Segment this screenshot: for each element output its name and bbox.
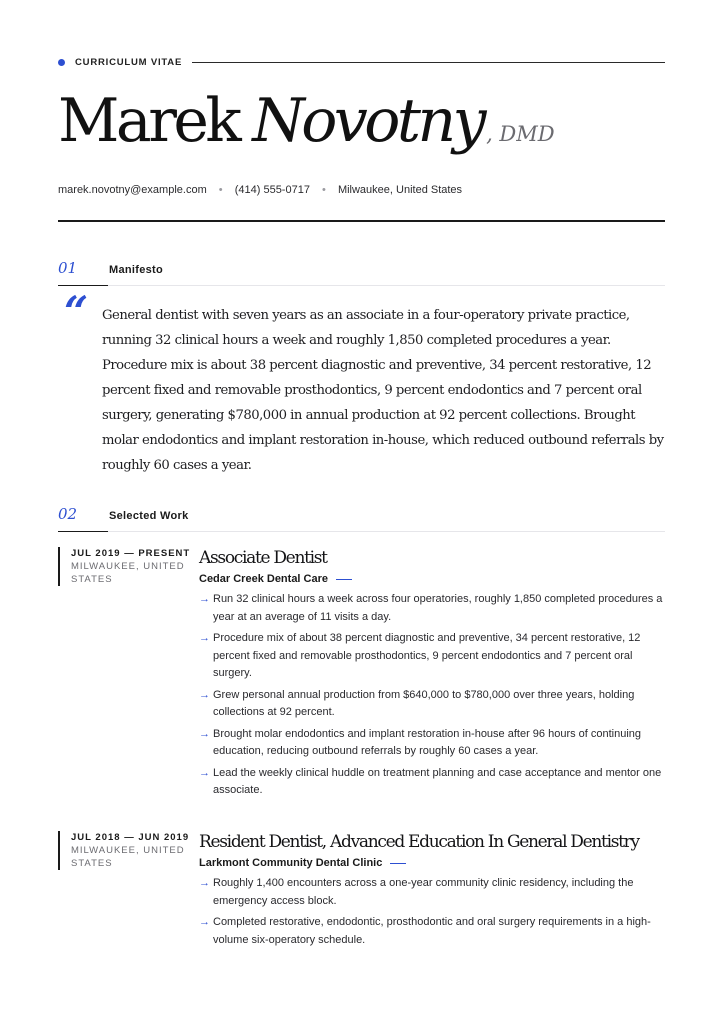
job-bullets bbox=[199, 875, 669, 949]
section-underline bbox=[58, 285, 665, 286]
arrow-right-icon: → bbox=[199, 727, 210, 740]
cv-header-row bbox=[58, 55, 665, 69]
separator-dot: • bbox=[322, 184, 326, 196]
organization-name: Cedar Creek Dental Care bbox=[199, 573, 329, 585]
bullet-item bbox=[199, 630, 669, 683]
job-meta bbox=[58, 547, 196, 586]
email-link[interactable]: marek.novotny@example.com bbox=[58, 184, 207, 196]
bullet-item bbox=[199, 914, 669, 949]
candidate-name bbox=[58, 86, 555, 156]
bullet-text: Run 32 clinical hours a week across four operatories, roughly 1,850 completed procedures a year at an average of 11 visits a day. bbox=[213, 593, 663, 623]
job-meta bbox=[58, 831, 196, 870]
phone-link[interactable]: (414) 555-0717 bbox=[234, 184, 310, 196]
job-location: MILWAUKEE, UNITED STATES bbox=[71, 561, 185, 585]
bullet-text: Grew personal annual production from $640,000 to $780,000 over three years, holding collections at 92 percent. bbox=[213, 688, 635, 718]
manifesto-text: General dentist with seven years as an associate in a four-operatory private practice, running 32 clinical hours a week and roughly 1,850 completed procedures a year. Procedure mix is about 38 percent diagnostic and preventive, 34 percent restorative, 12 percent fixed and removable prosthodontics, 9 percent endodontics and 7 percent oral surgery, generating $780,000 in annual production at 92 percent collections. Brought molar endodontics and implant restoration in-house, which reduced outbound referrals by roughly 60 cases a year. bbox=[102, 308, 664, 473]
header-divider bbox=[58, 220, 665, 222]
arrow-right-icon: → bbox=[199, 916, 210, 928]
arrow-right-icon: → bbox=[199, 632, 210, 644]
organization-name: Larkmont Community Dental Clinic bbox=[199, 857, 383, 869]
header-rule bbox=[192, 62, 665, 63]
bullet-text: Procedure mix of about 38 percent diagnostic and preventive, 34 percent restorative, 12 percent fixed and removable prosthodontics, 9 percent endodontics and 7 percent oral surgery. bbox=[213, 632, 641, 679]
bullet-item bbox=[199, 875, 669, 910]
job-body bbox=[199, 547, 669, 804]
job-organization bbox=[199, 857, 669, 869]
arrow-right-icon: → bbox=[199, 877, 210, 889]
quote-icon: “ bbox=[64, 287, 89, 336]
location-text: Milwaukee, United States bbox=[337, 184, 463, 196]
job-dates: JUL 2019 — PRESENT bbox=[71, 548, 191, 559]
bullet-item bbox=[199, 687, 669, 722]
organization-dash bbox=[336, 579, 352, 580]
bullet-text: Completed restorative, endodontic, prosthodontic and oral surgery requirements in a high-volume six-operatory schedule. bbox=[213, 916, 651, 946]
section-number-manifesto: 01 bbox=[58, 259, 78, 277]
section-underline-accent bbox=[58, 285, 108, 286]
job-body bbox=[199, 831, 669, 953]
bullet-item bbox=[199, 591, 669, 626]
job-organization bbox=[199, 573, 669, 585]
bullet-text: Roughly 1,400 encounters across a one-year community clinic residency, including the emergency access block. bbox=[213, 877, 634, 907]
arrow-right-icon: → bbox=[199, 766, 210, 779]
bullet-text: Brought molar endodontics and implant restoration in-house after 96 hours of continuing education, reducing outbound referrals by roughly 60 cases a year. bbox=[213, 727, 642, 757]
credential: , DMD bbox=[486, 122, 555, 146]
contact-line bbox=[58, 184, 462, 196]
separator-dot: • bbox=[218, 184, 223, 196]
job-dates: JUL 2018 — JUN 2019 bbox=[71, 832, 190, 843]
section-title-work: Selected Work bbox=[109, 510, 189, 522]
dot-icon bbox=[58, 59, 65, 66]
arrow-right-icon: → bbox=[199, 593, 210, 605]
organization-dash bbox=[390, 863, 406, 864]
bullet-text: Lead the weekly clinical huddle on treatment planning and case acceptance and mentor one associate. bbox=[213, 766, 662, 796]
section-number-work: 02 bbox=[58, 505, 78, 523]
job-title: Associate Dentist bbox=[199, 548, 327, 568]
job-location: MILWAUKEE, UNITED STATES bbox=[71, 845, 185, 869]
last-name: Novotny bbox=[252, 86, 484, 156]
bullet-item bbox=[199, 726, 669, 761]
first-name: Marek bbox=[58, 86, 239, 156]
bullet-item bbox=[199, 765, 669, 800]
cv-label: CURRICULUM VITAE bbox=[75, 56, 183, 68]
job-title: Resident Dentist, Advanced Education In General Dentistry bbox=[199, 832, 639, 852]
arrow-right-icon: → bbox=[199, 688, 210, 701]
section-title-manifesto: Manifesto bbox=[109, 264, 164, 276]
section-underline bbox=[58, 531, 665, 532]
job-bullets bbox=[199, 591, 669, 800]
section-underline-accent bbox=[58, 531, 108, 532]
